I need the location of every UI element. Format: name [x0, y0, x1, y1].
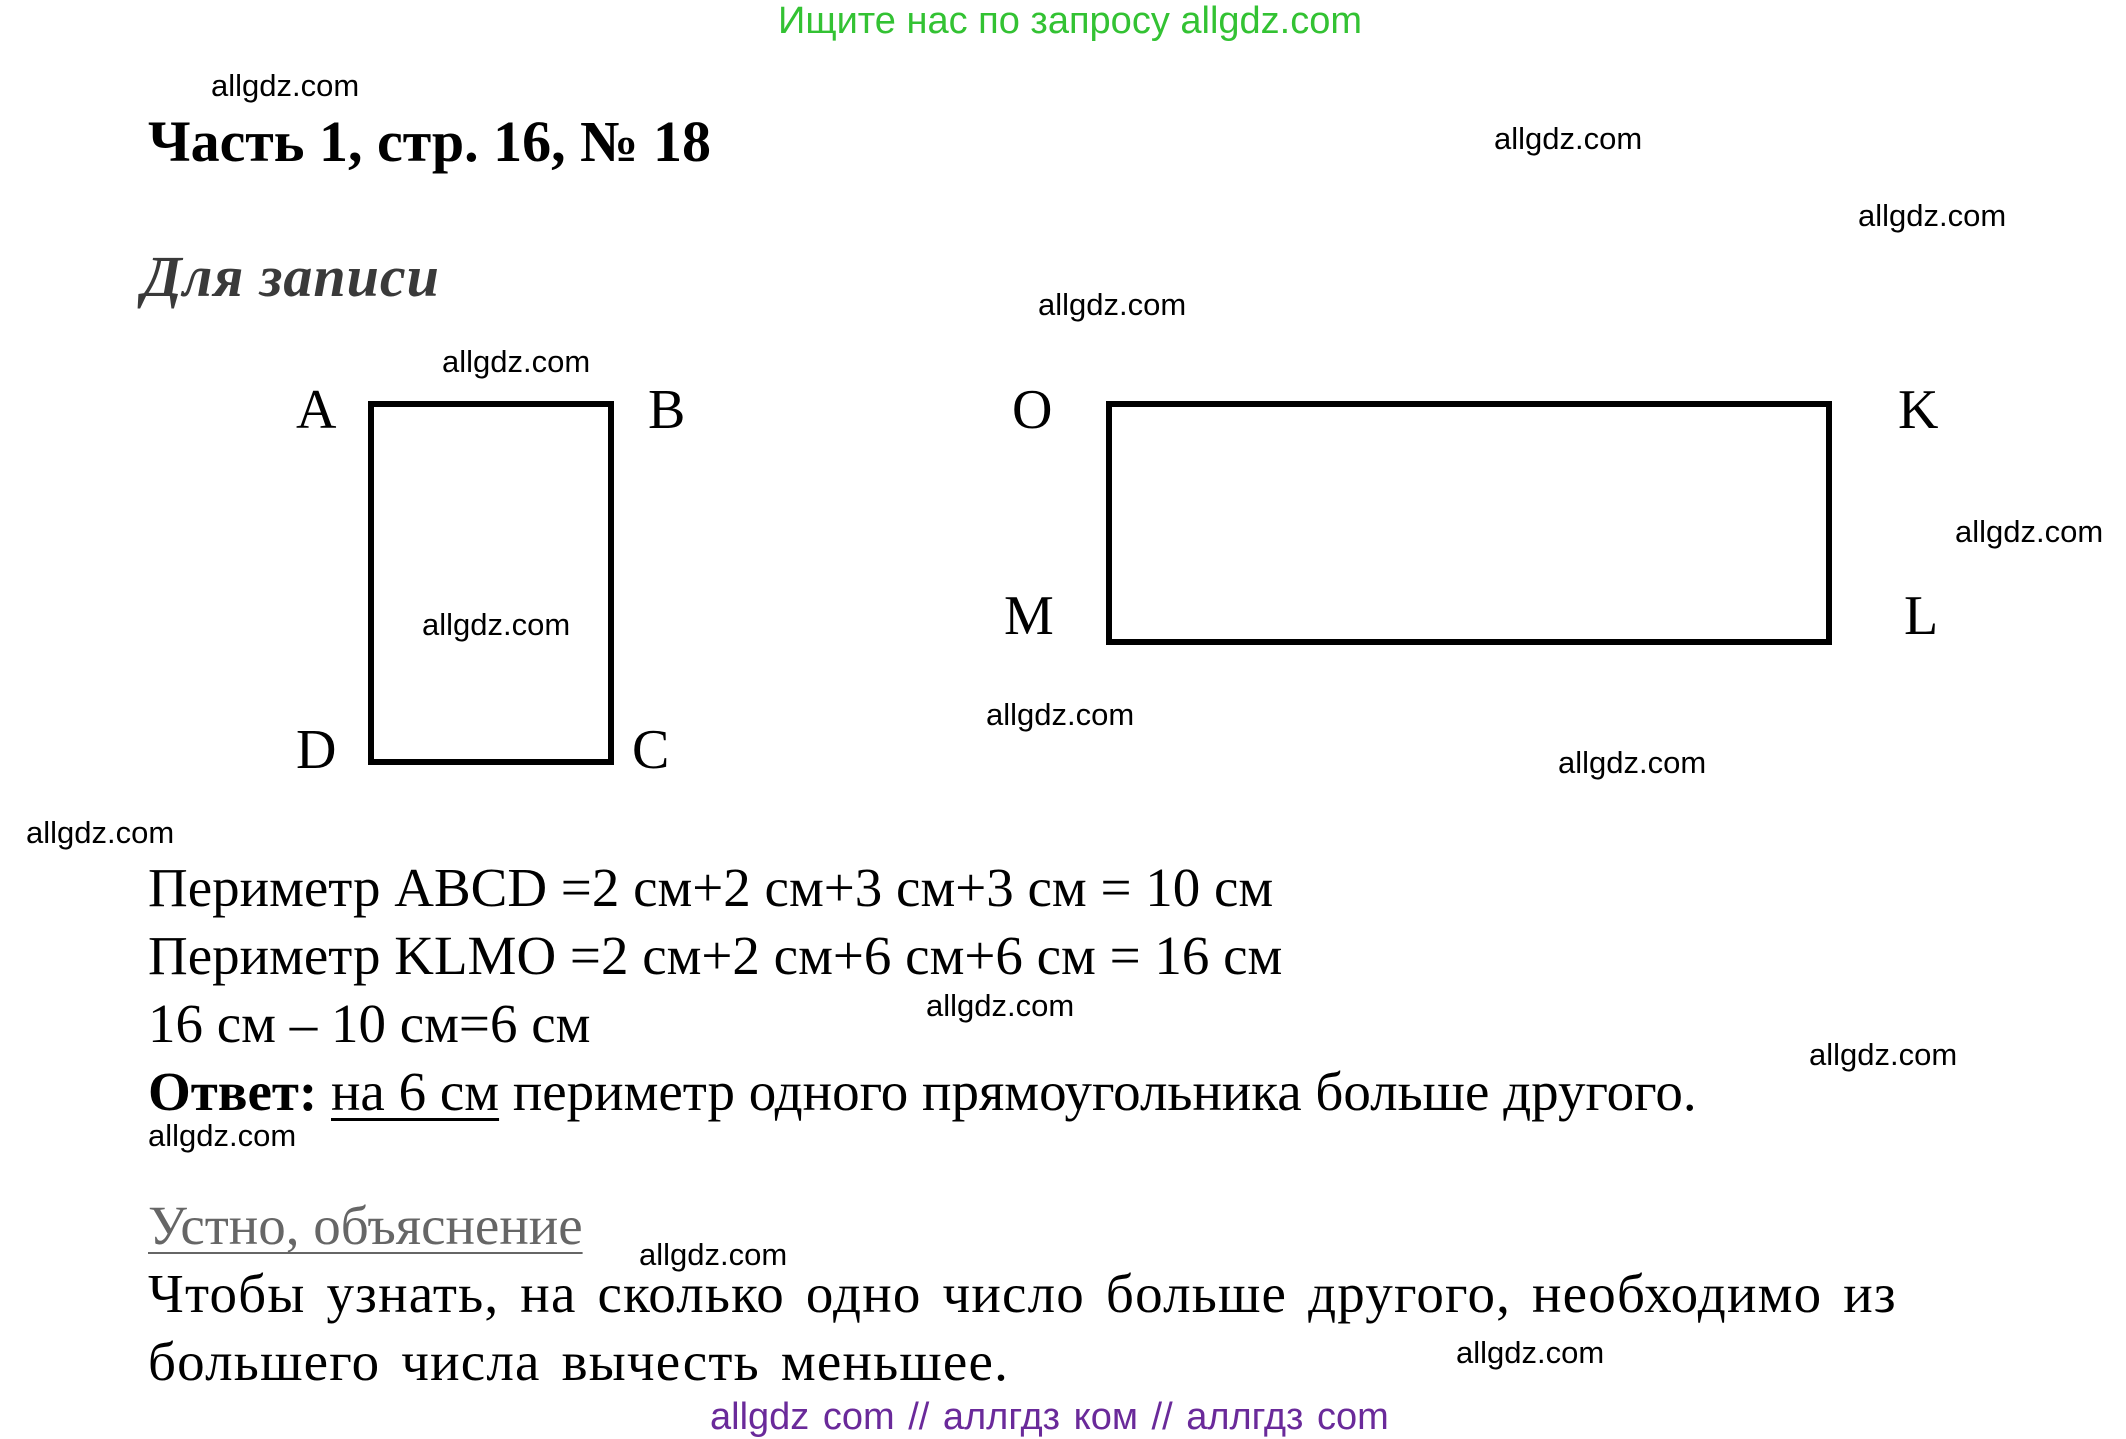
answer-label: Ответ:	[148, 1061, 318, 1122]
vertex-label-o: O	[1012, 379, 1053, 441]
vertex-label-b: B	[648, 379, 686, 441]
vertex-label-d: D	[296, 719, 337, 781]
answer-line	[148, 1060, 1697, 1123]
watermark: allgdz.com	[1494, 121, 1643, 156]
watermark: allgdz.com	[442, 344, 591, 379]
vertex-label-l: L	[1904, 585, 1939, 647]
watermark: allgdz.com	[639, 1237, 788, 1272]
vertex-label-m: M	[1004, 585, 1054, 647]
answer-rest: периметр одного прямоугольника больше другого.	[499, 1061, 1697, 1122]
watermark: allgdz.com	[211, 68, 360, 103]
watermark: allgdz.com	[26, 815, 175, 850]
watermark: allgdz.com	[1809, 1037, 1958, 1072]
footer-watermark: allgdz com // аллгдз ком // аллгдз com	[710, 1396, 1389, 1438]
page-title: Часть 1, стр. 16, № 18	[148, 109, 711, 174]
watermark: allgdz.com	[148, 1118, 297, 1153]
vertex-label-k: K	[1898, 379, 1939, 441]
watermark: allgdz.com	[1456, 1335, 1605, 1370]
watermark: allgdz.com	[1038, 287, 1187, 322]
watermark: allgdz.com	[986, 697, 1135, 732]
watermark: allgdz.com	[1858, 198, 2007, 233]
oral-heading: Устно, объяснение	[148, 1195, 583, 1256]
watermark: allgdz.com	[1955, 514, 2104, 549]
rectangle-oklm	[1109, 404, 1829, 642]
answer-underlined: на 6 см	[331, 1061, 500, 1122]
search-banner: Ищите нас по запросу allgdz.com	[778, 0, 1363, 42]
oral-line-1: Чтобы узнать, на сколько одно число больше другого, необходимо из	[148, 1263, 1897, 1324]
solution-line-3: 16 см – 10 см=6 см	[148, 993, 591, 1054]
vertex-label-c: C	[632, 719, 670, 781]
solution-line-1: Периметр ABCD =2 см+2 см+3 см+3 см = 10 см	[148, 857, 1274, 918]
rectangle-abcd	[371, 404, 611, 762]
watermark: allgdz.com	[1558, 745, 1707, 780]
solution-line-2: Периметр KLMO =2 см+2 см+6 см+6 см = 16 см	[148, 925, 1283, 986]
vertex-label-a: A	[296, 379, 337, 441]
section-heading: Для записи	[142, 244, 440, 309]
watermark: allgdz.com	[926, 988, 1075, 1023]
oral-line-2: большего числа вычесть меньшее.	[148, 1331, 1010, 1392]
watermark: allgdz.com	[422, 607, 571, 642]
